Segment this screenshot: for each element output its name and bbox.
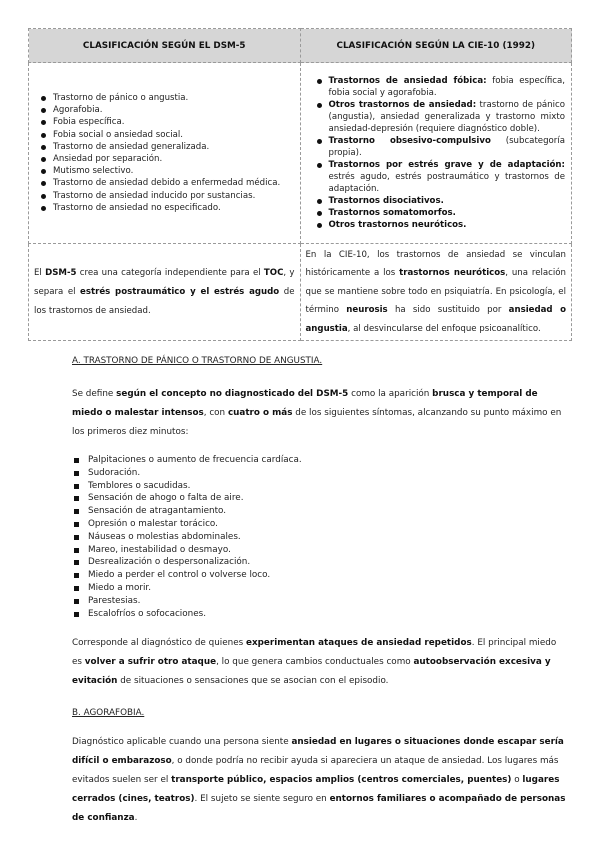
list-item: Sensación de ahogo o falta de aire. xyxy=(72,492,566,505)
list-item: Trastornos de ansiedad fóbica: fobia específica, fobia social y agorafobia. xyxy=(315,75,566,99)
list-item: Otros trastornos neuróticos. xyxy=(315,219,566,231)
list-item: Trastorno obsesivo-compulsivo (subcategoría propia). xyxy=(315,135,566,159)
list-item: Opresión o malestar torácico. xyxy=(72,518,566,531)
list-item: Miedo a perder el control o volverse loco. xyxy=(72,569,566,582)
list-item: Trastorno de pánico o angustia. xyxy=(39,92,294,104)
list-item: Mutismo selectivo. xyxy=(39,165,294,177)
section-b-heading: B. AGORAFOBIA. xyxy=(72,708,145,719)
main-content xyxy=(72,355,566,828)
symptom-list xyxy=(72,454,566,620)
list-item: Trastorno de ansiedad no especificado. xyxy=(39,202,294,214)
list-item: Náuseas o molestias abdominales. xyxy=(72,531,566,544)
cie10-list-cell xyxy=(300,63,572,244)
dsm5-list-cell xyxy=(29,63,301,244)
list-item: Trastornos somatomorfos. xyxy=(315,207,566,219)
section-b-paragraph: Diagnóstico aplicable cuando una persona siente ansiedad en lugares o situaciones donde escapar sería difícil o embarazoso, o donde podría no recibir ayuda si apareciera un ataque de ansiedad. Los lugares más evitados suelen ser el transporte público, espacios amplios (centros comerciales, puentes) o lugares cerrados (cines, teatros). El sujeto se siente seguro en entornos familiares o acompañado de personas de confianza. xyxy=(72,737,566,824)
list-item: Trastornos por estrés grave y de adaptación: estrés agudo, estrés postraumático y trastornos de adaptación. xyxy=(315,159,566,195)
list-item: Mareo, inestabilidad o desmayo. xyxy=(72,544,566,557)
section-a-intro: Se define según el concepto no diagnosticado del DSM-5 como la aparición brusca y temporal de miedo o malestar intensos, con cuatro o más de los siguientes síntomas, alcanzando su punto máximo en los primeros diez minutos: xyxy=(72,389,562,437)
dsm5-disorder-list xyxy=(35,92,294,214)
list-item: Trastornos disociativos. xyxy=(315,195,566,207)
list-item: Trastorno de ansiedad debido a enfermedad médica. xyxy=(39,177,294,189)
section-a-heading: A. TRASTORNO DE PÁNICO O TRASTORNO DE ANGUSTIA. xyxy=(72,356,323,366)
list-item: Ansiedad por separación. xyxy=(39,153,294,165)
list-item: Trastorno de ansiedad generalizada. xyxy=(39,141,294,153)
list-item: Fobia específica. xyxy=(39,116,294,128)
dsm5-note: El DSM-5 crea una categoría independiente para el TOC, y separa el estrés postraumático y el estrés agudo de los trastornos de ansiedad. xyxy=(29,244,301,341)
list-item: Agorafobia. xyxy=(39,104,294,116)
list-item: Sudoración. xyxy=(72,467,566,480)
classification-table xyxy=(28,28,572,341)
list-item: Otros trastornos de ansiedad: trastorno de pánico (angustia), ansiedad generalizada y trastorno mixto ansiedad-depresión (requiere diagnóstico doble). xyxy=(315,99,566,135)
list-item: Palpitaciones o aumento de frecuencia cardíaca. xyxy=(72,454,566,467)
list-item: Escalofríos o sofocaciones. xyxy=(72,608,566,621)
section-a-closing: Corresponde al diagnóstico de quienes experimentan ataques de ansiedad repetidos. El principal miedo es volver a sufrir otro ataque, lo que genera cambios conductuales como autoobservación excesiva y evitación de situaciones o sensaciones que se asocian con el episodio. xyxy=(72,638,557,687)
list-item: Miedo a morir. xyxy=(72,582,566,595)
list-item: Sensación de atragantamiento. xyxy=(72,505,566,518)
dsm5-column-header: CLASIFICACIÓN SEGÚN EL DSM-5 xyxy=(29,29,301,63)
cie10-note: En la CIE-10, los trastornos de ansiedad se vinculan históricamente a los trastornos neuróticos, una relación que se mantiene sobre todo en psiquiatría. En psicología, el término neurosis ha sido sustituido por ansiedad o angustia, al desvincularse del enfoque psicoanalítico. xyxy=(300,244,572,341)
cie10-column-header: CLASIFICACIÓN SEGÚN LA CIE-10 (1992) xyxy=(300,29,572,63)
list-item: Desrealización o despersonalización. xyxy=(72,556,566,569)
list-item: Fobia social o ansiedad social. xyxy=(39,129,294,141)
list-item: Temblores o sacudidas. xyxy=(72,480,566,493)
cie10-disorder-list xyxy=(307,75,566,231)
list-item: Trastorno de ansiedad inducido por sustancias. xyxy=(39,190,294,202)
list-item: Parestesias. xyxy=(72,595,566,608)
